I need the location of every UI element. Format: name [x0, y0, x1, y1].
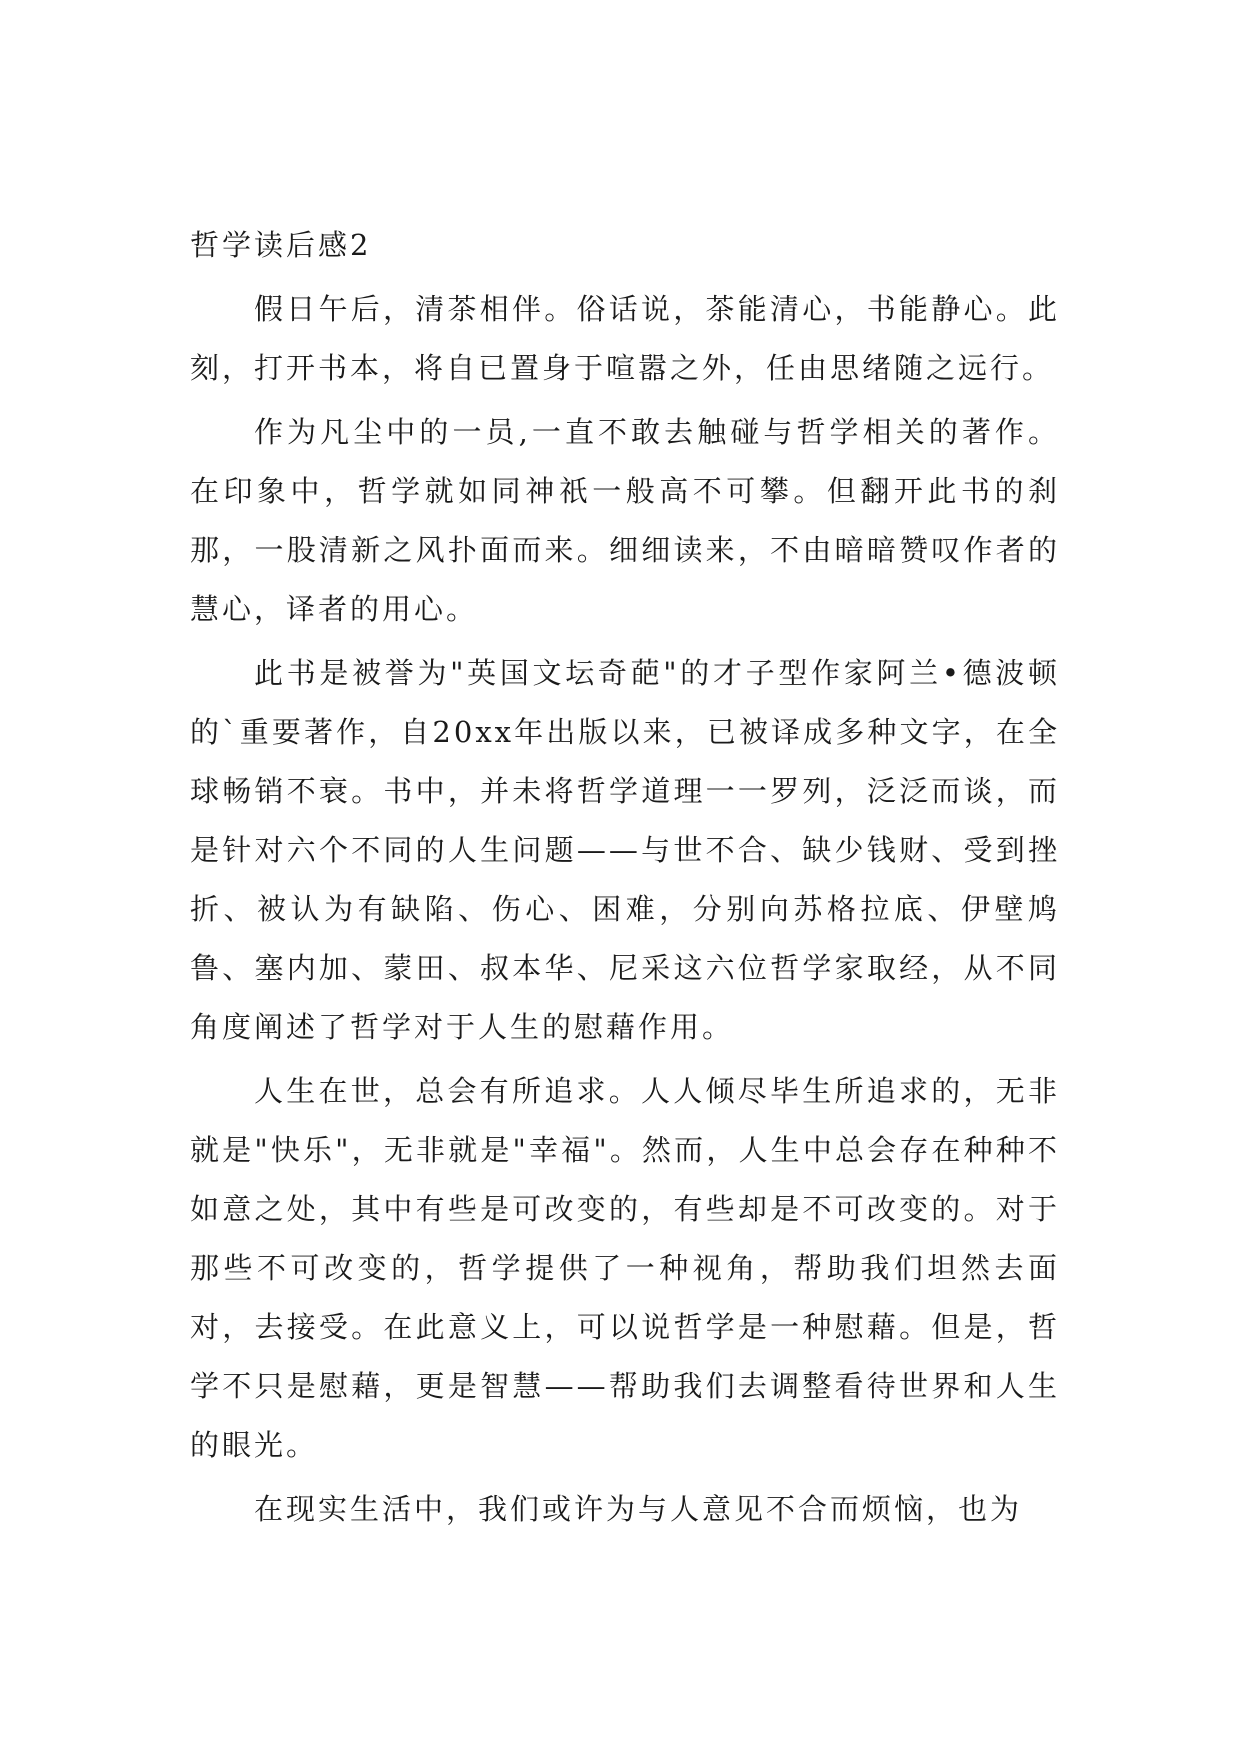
paragraph-5: 在现实生活中，我们或许为与人意见不合而烦恼，也为 — [254, 1492, 1023, 1526]
paragraph-2: 作为凡尘中的一员,一直不敢去触碰与哲学相关的著作。在印象中，哲学就如同神祇一般高不可攀。但翻开此书的刹那，一股清新之风扑面而来。细细读来，不由暗暗赞叹作者的慧心，译者的用心。 — [190, 415, 1060, 626]
paragraph-4: 人生在世，总会有所追求。人人倾尽毕生所追求的，无非就是"快乐"，无非就是"幸福"。然而，人生中总会存在种种不如意之处，其中有些是可改变的，有些却是不可改变的。对于那些不可改变的，哲学提供了一种视角，帮助我们坦然去面对，去接受。在此意义上，可以说哲学是一种慰藉。但是，哲学不只是慰藉，更是智慧——帮助我们去调整看待世界和人生的眼光。 — [190, 1074, 1060, 1462]
paragraph-1: 假日午后，清茶相伴。俗话说，茶能清心，书能静心。此刻，打开书本，将自已置身于喧嚣之外，任由思绪随之远行。 — [190, 292, 1060, 385]
document-body — [190, 216, 1060, 1544]
paragraph-3: 此书是被誉为"英国文坛奇葩"的才子型作家阿兰•德波顿的`重要著作，自20xx年出版以来，已被译成多种文字，在全球畅销不衰。书中，并未将哲学道理一一罗列，泛泛而谈，而是针对六个不同的人生问题——与世不合、缺少钱财、受到挫折、被认为有缺陷、伤心、困难，分别向苏格拉底、伊壁鸠鲁、塞内加、蒙田、叔本华、尼采这六位哲学家取经，从不同角度阐述了哲学对于人生的慰藉作用。 — [190, 656, 1060, 1044]
document-title: 哲学读后感2 — [190, 228, 372, 262]
